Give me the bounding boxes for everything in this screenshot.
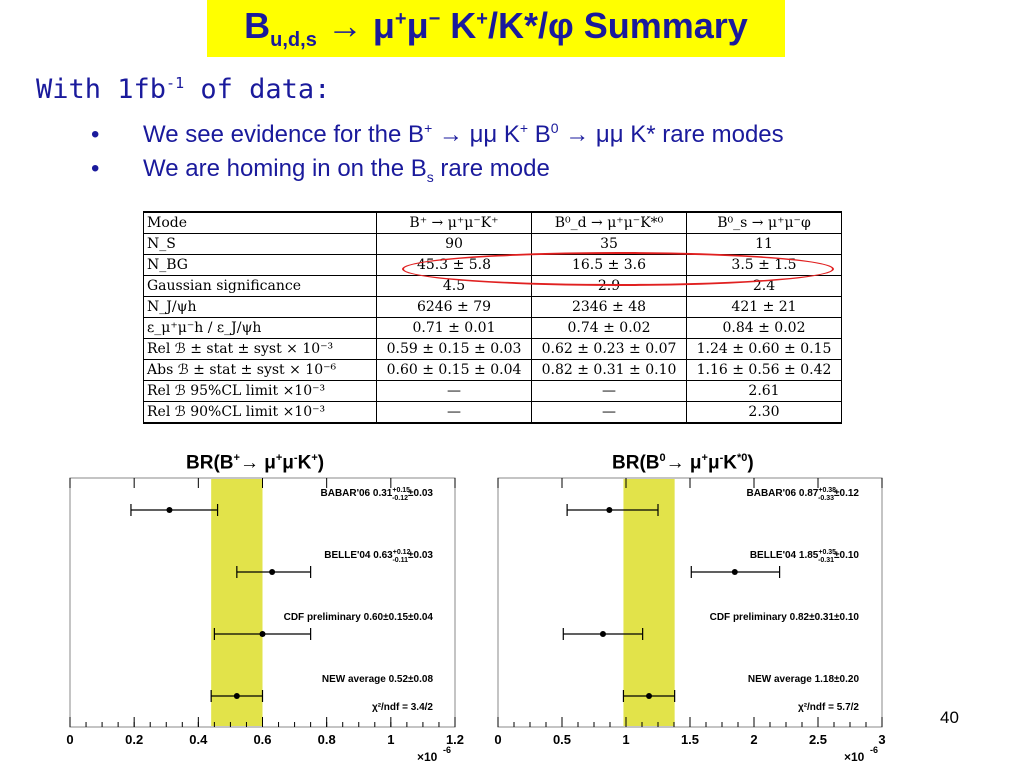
data-point (269, 569, 275, 575)
x-tick-label: 0.4 (189, 732, 208, 747)
table-header-cell: B⁰_d → μ⁺μ⁻K*⁰ (532, 212, 687, 234)
table-cell: — (377, 402, 532, 424)
chi2-label: χ²/ndf = 5.7/2 (797, 702, 859, 713)
measurement-label: BELLE'04 $1.85^{+0.35}$ -0.31±0.10 (749, 549, 859, 564)
table-cell: 421 ± 21 (687, 297, 842, 318)
x-tick-label: 1.5 (680, 732, 700, 747)
table-cell: 16.5 ± 3.6 (532, 255, 687, 276)
average-band (623, 479, 674, 726)
x-tick-label: 2 (750, 732, 758, 747)
data-point (606, 507, 612, 513)
table-cell: 90 (377, 234, 532, 255)
data-point (732, 569, 738, 575)
measurement-label: NEW average 0.52±0.08 (321, 674, 433, 685)
intro-heading: With $1fb^{-1}$ of data: (36, 74, 331, 105)
table-cell: 0.74 ± 0.02 (532, 318, 687, 339)
x-multiplier: ×10 (417, 750, 438, 764)
table-cell: N_BG (144, 255, 377, 276)
data-point (166, 507, 172, 513)
table-header-cell: Mode (144, 212, 377, 234)
table-cell: 0.82 ± 0.31 ± 0.10 (532, 360, 687, 381)
table-cell: 6246 ± 79 (377, 297, 532, 318)
table-cell: 0.62 ± 0.23 ± 0.07 (532, 339, 687, 360)
table-cell: N_J/ψh (144, 297, 377, 318)
bullet-item: • We are homing in on the $B_s$ rare mode (91, 155, 550, 185)
x-tick-label: 3 (878, 732, 886, 747)
average-band (211, 479, 262, 726)
table-cell: Rel ℬ ± stat ± syst × 10⁻³ (144, 339, 377, 360)
table-cell: 1.24 ± 0.60 ± 0.15 (687, 339, 842, 360)
measurement-label: BELLE'04 $0.63^{+0.12}$ -0.11±0.03 (324, 549, 433, 564)
table-cell: Rel ℬ 95%CL limit ×10⁻³ (144, 381, 377, 402)
x-tick-label: 0 (494, 732, 502, 747)
table-cell: 45.3 ± 5.8 (377, 255, 532, 276)
table-cell: 3.5 ± 1.5 (687, 255, 842, 276)
table-cell: Gaussian significance (144, 276, 377, 297)
table-cell: 4.5 (377, 276, 532, 297)
table-header-cell: B⁰_s → μ⁺μ⁻φ (687, 212, 842, 234)
x-tick-label: 0.2 (125, 732, 144, 747)
table-cell: Rel ℬ 90%CL limit ×10⁻³ (144, 402, 377, 424)
x-tick-label: 2.5 (808, 732, 828, 747)
table-cell: 2346 ± 48 (532, 297, 687, 318)
x-tick-label: 1 (622, 732, 630, 747)
table-cell: — (532, 381, 687, 402)
table-cell: Abs ℬ ± stat ± syst × 10⁻⁶ (144, 360, 377, 381)
measurement-label: BABAR'06 $0.31^{+0.15}$ -0.12±0.03 (320, 487, 433, 502)
table-cell: 0.71 ± 0.01 (377, 318, 532, 339)
x-tick-label: 0 (66, 732, 74, 747)
table-cell: 2.61 (687, 381, 842, 402)
slide-number: 40 (940, 708, 959, 727)
table-cell: 0.59 ± 0.15 ± 0.03 (377, 339, 532, 360)
slide-title: $B_{u,d,s} \to \mu^+\mu^-$ K+/K*/φ Summary (244, 4, 748, 52)
measurement-label: CDF preliminary 0.82±0.31±0.10 (709, 612, 859, 623)
x-multiplier: ×10 (844, 750, 865, 764)
table-cell: 0.84 ± 0.02 (687, 318, 842, 339)
table-cell: 2.4 (687, 276, 842, 297)
x-tick-label: 1.2 (445, 732, 465, 747)
measurement-label: CDF preliminary 0.60±0.15±0.04 (283, 612, 433, 623)
table-cell: — (532, 402, 687, 424)
table-cell: 0.60 ± 0.15 ± 0.04 (377, 360, 532, 381)
x-tick-label: 0.6 (253, 732, 272, 747)
table-cell: 35 (532, 234, 687, 255)
table-cell: 11 (687, 234, 842, 255)
x-multiplier-exponent: -6 (443, 745, 452, 755)
data-point (600, 631, 606, 637)
table-cell: 2.9 (532, 276, 687, 297)
plot-title-right: $BR(B^0\to \mu^+\mu^-K^{*0})$ (612, 452, 754, 474)
measurement-label: NEW average 1.18±0.20 (747, 674, 859, 685)
chi2-label: χ²/ndf = 3.4/2 (371, 702, 433, 713)
data-point (646, 693, 652, 699)
x-tick-label: 1 (387, 732, 395, 747)
x-tick-label: 0.8 (317, 732, 336, 747)
table-cell: 2.30 (687, 402, 842, 424)
measurement-label: BABAR'06 $0.87^{+0.38}$ -0.33±0.12 (746, 487, 859, 502)
data-point (234, 693, 240, 699)
plot-frame (498, 478, 882, 727)
table-cell: 1.16 ± 0.56 ± 0.42 (687, 360, 842, 381)
table-header-cell: B⁺ → μ⁺μ⁻K⁺ (377, 212, 532, 234)
data-point (260, 631, 266, 637)
x-multiplier-exponent: -6 (870, 745, 879, 755)
table-cell: ε_μ⁺μ⁻h / ε_J/ψh (144, 318, 377, 339)
plot-title-left: BR(B+→ μ+μ-K+) (186, 452, 325, 474)
table-cell: — (377, 381, 532, 402)
table-cell: N_S (144, 234, 377, 255)
x-tick-label: 0.5 (552, 732, 572, 747)
bullet-item: • We see evidence for the B+ → μμ K+ $B^0 \to \mu\mu$ K* rare modes (91, 120, 784, 148)
